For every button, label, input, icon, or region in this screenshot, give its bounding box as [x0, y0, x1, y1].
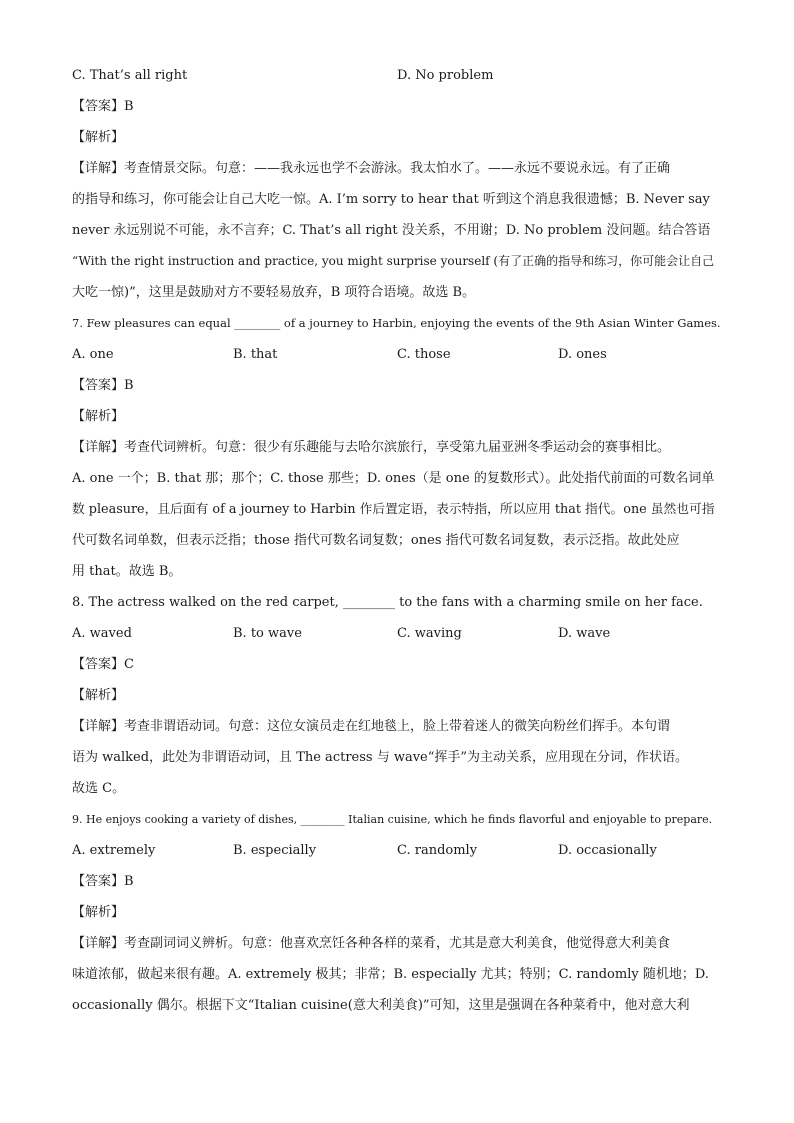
q9-options-row	[72, 835, 722, 866]
q6-detail-line: 的指导和练习，你可能会让自己大吃一惊。A. I’m sorry to hear that 听到这个消息我很遗憾；B. Never say	[72, 192, 710, 207]
q7-detail-line: 用 that。故选 B。	[72, 564, 182, 579]
q7-options-row	[72, 339, 722, 370]
q6-detail-line: 【详解】考查情景交际。句意：——我永远也学不会游泳。我太怕水了。——永远不要说永远。有了正确	[72, 161, 671, 176]
q8-detail-line: 语为 walked，此处为非谓语动词，且 The actress 与 wave“挥手”为主动关系，应用现在分词，作状语。	[72, 750, 689, 765]
q7-option-c: C. those	[397, 347, 451, 362]
q6-option-d: D. No problem	[397, 68, 494, 83]
document-page	[72, 60, 722, 1021]
q6-option-c: C. That’s all right	[72, 68, 188, 83]
q7-detail-line: 代可数名词单数，但表示泛指；those 指代可数名词复数；ones 指代可数名词复数，表示泛指。故此处应	[72, 533, 680, 548]
q7-option-a: A. one	[72, 347, 114, 362]
q7-detail-line: A. one 一个；B. that 那；那个；C. those 那些；D. ones（是 one 的复数形式）。此处指代前面的可数名词单	[72, 471, 715, 486]
q7-answer: 【答案】B	[72, 378, 134, 393]
q8-option-a: A. waved	[72, 626, 132, 641]
q7-detail-line: 【详解】考查代词辨析。句意：很少有乐趣能与去哈尔滨旅行，享受第九届亚洲冬季运动会的赛事相比。	[72, 440, 671, 455]
q7-option-b: B. that	[233, 347, 278, 362]
q8-question: 8. The actress walked on the red carpet, ________ to the fans with a charming smile on her face.	[72, 595, 703, 610]
q6-analysis-heading: 【解析】	[72, 130, 125, 145]
q7-detail-line: 数 pleasure，且后面有 of a journey to Harbin 作后置定语，表示特指，所以应用 that 指代。one 虽然也可指	[72, 502, 715, 517]
q8-detail-line: 【详解】考查非谓语动词。句意：这位女演员走在红地毯上，脸上带着迷人的微笑向粉丝们挥手。本句谓	[72, 719, 671, 734]
q8-detail-line: 故选 C。	[72, 781, 126, 796]
q9-option-d: D. occasionally	[558, 843, 657, 858]
q9-analysis-heading: 【解析】	[72, 905, 125, 920]
q8-option-b: B. to wave	[233, 626, 302, 641]
q8-option-c: C. waving	[397, 626, 462, 641]
q8-option-d: D. wave	[558, 626, 611, 641]
q9-option-a: A. extremely	[72, 843, 156, 858]
q8-answer: 【答案】C	[72, 657, 134, 672]
q9-option-c: C. randomly	[397, 843, 478, 858]
q9-answer: 【答案】B	[72, 874, 134, 889]
q6-options-row	[72, 60, 722, 91]
q6-detail-line: never 永远别说不可能，永不言弃；C. That’s all right 没关系，不用谢；D. No problem 没问题。结合答语	[72, 223, 711, 238]
q9-detail-line: 味道浓郁，做起来很有趣。A. extremely 极其；非常；B. especially 尤其；特别；C. randomly 随机地；D.	[72, 967, 709, 982]
q9-option-b: B. especially	[233, 843, 317, 858]
q9-detail-line: occasionally 偶尔。根据下文“Italian cuisine(意大利美食)”可知，这里是强调在各种菜肴中，他对意大利	[72, 998, 690, 1013]
q9-question: 9. He enjoys cooking a variety of dishes, ________ Italian cuisine, which he finds flavorful and enjoyable to prepare.	[72, 813, 713, 826]
q7-option-d: D. ones	[558, 347, 607, 362]
q8-options-row	[72, 618, 722, 649]
q9-detail-line: 【详解】考查副词词义辨析。句意：他喜欢烹饪各种各样的菜肴，尤其是意大利美食，他觉得意大利美食	[72, 936, 671, 951]
q7-question: 7. Few pleasures can equal ________ of a journey to Harbin, enjoying the events of the 9th Asian Winter Games.	[72, 316, 721, 330]
q6-answer: 【答案】B	[72, 99, 134, 114]
q7-analysis-heading: 【解析】	[72, 409, 125, 424]
q6-detail-line: “With the right instruction and practice, you might surprise yourself (有了正确的指导和练习，你可能会让自己	[72, 254, 715, 268]
q8-analysis-heading: 【解析】	[72, 688, 125, 703]
q6-detail-line: 大吃一惊)”，这里是鼓励对方不要轻易放弃，B 项符合语境。故选 B。	[72, 285, 476, 300]
